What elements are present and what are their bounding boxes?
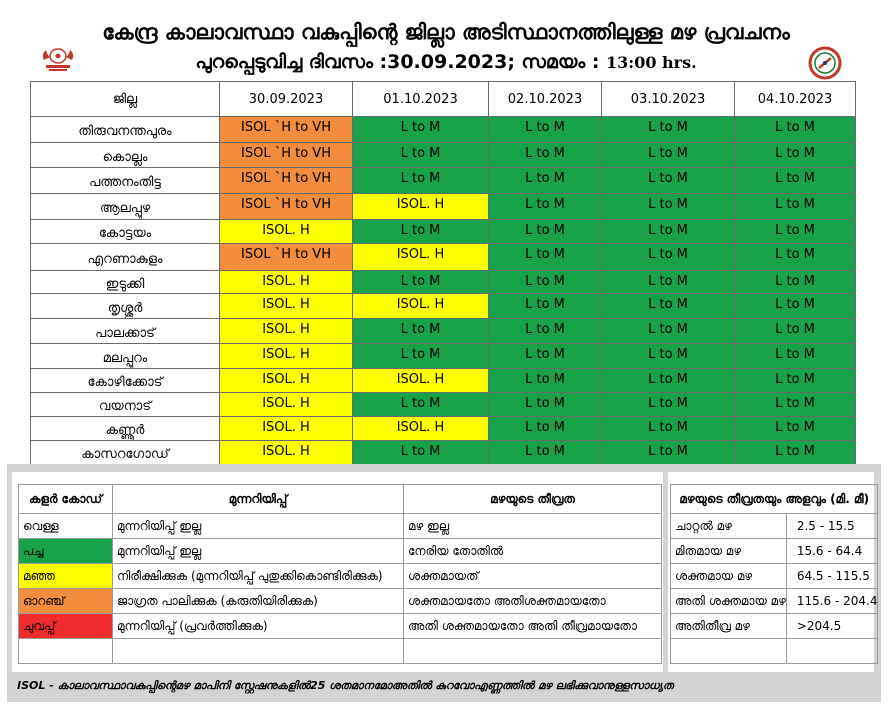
rain-category: അതിതീവ്ര മഴ xyxy=(671,614,787,639)
forecast-cell: L to M xyxy=(489,369,602,393)
forecast-cell: ISOL. H xyxy=(353,369,489,393)
legend-header-row xyxy=(19,485,662,514)
legend-row xyxy=(19,539,662,564)
district-name: തൃശ്ശൂർ xyxy=(31,294,220,319)
rain-range: 2.5 - 15.5 xyxy=(786,514,878,539)
warning-text: നിരീക്ഷിക്കുക (മുന്നറിയിപ്പ് പുതുക്കികൊണ്ടിരിക്കുക) xyxy=(113,564,404,589)
date-column-header: 04.10.2023 xyxy=(735,82,856,117)
forecast-cell: L to M xyxy=(489,194,602,220)
forecast-cell: L to M xyxy=(602,393,735,417)
forecast-cell: L to M xyxy=(602,344,735,369)
forecast-cell: L to M xyxy=(602,220,735,244)
forecast-cell: L to M xyxy=(489,168,602,194)
forecast-cell: ISOL. H xyxy=(220,369,353,393)
intensity-scale-row xyxy=(671,589,878,614)
legend-row xyxy=(19,614,662,639)
forecast-cell: L to M xyxy=(602,271,735,294)
forecast-cell: L to M xyxy=(489,441,602,465)
forecast-cell: ISOL. H xyxy=(353,294,489,319)
legend-row xyxy=(19,564,662,589)
forecast-table xyxy=(30,81,856,465)
forecast-cell: L to M xyxy=(353,344,489,369)
forecast-cell: ISOL `H to VH xyxy=(220,244,353,271)
forecast-cell: L to M xyxy=(602,441,735,465)
warning-text: മുന്നറിയിപ്പ് ഇല്ല xyxy=(113,514,404,539)
forecast-row xyxy=(31,319,856,344)
forecast-cell: L to M xyxy=(489,143,602,168)
page-title: കേന്ദ്ര കാലാവസ്ഥാ വകുപ്പിന്റെ ജില്ലാ അടിസ്ഥാനത്തിലുള്ള മഴ പ്രവചനം xyxy=(102,20,790,44)
forecast-cell: L to M xyxy=(353,117,489,143)
rain-range: 15.6 - 64.4 xyxy=(786,539,878,564)
forecast-cell: L to M xyxy=(489,344,602,369)
intensity-header: മഴയുടെ തീവ്രത xyxy=(404,485,662,514)
rain-range: 64.5 - 115.5 xyxy=(786,564,878,589)
color-name: പച്ച xyxy=(19,539,113,564)
forecast-cell: ISOL. H xyxy=(220,393,353,417)
intensity-text: ശക്തമായത് xyxy=(404,564,662,589)
rain-category: ചാറ്റൽ മഴ xyxy=(671,514,787,539)
forecast-row xyxy=(31,220,856,244)
forecast-cell: L to M xyxy=(602,117,735,143)
district-name: എറണാകുളം xyxy=(31,244,220,271)
legend-row xyxy=(19,514,662,539)
color-name: വെള്ള xyxy=(19,514,113,539)
forecast-cell: L to M xyxy=(353,143,489,168)
forecast-cell: L to M xyxy=(489,417,602,441)
intensity-scale-header: മഴയുടെ തീവ്രതയും അളവും (മി. മീ) xyxy=(671,485,878,514)
forecast-header-row xyxy=(31,82,856,117)
intensity-scale-legend xyxy=(668,472,878,672)
district-name: വയനാട് xyxy=(31,393,220,417)
rain-category: ശക്തമായ മഴ xyxy=(671,564,787,589)
warning-text: ജാഗ്രത പാലിക്കുക (കരുതിയിരിക്കുക) xyxy=(113,589,404,614)
forecast-cell: ISOL `H to VH xyxy=(220,168,353,194)
color-name: ഓറഞ്ച് xyxy=(19,589,113,614)
color-code-header: കളർ കോഡ് xyxy=(19,485,113,514)
district-name: കാസറഗോഡ് xyxy=(31,441,220,465)
forecast-cell: L to M xyxy=(489,319,602,344)
forecast-cell: ISOL. H xyxy=(220,294,353,319)
forecast-cell: L to M xyxy=(735,441,856,465)
intensity-scale-row xyxy=(671,614,878,639)
forecast-cell: L to M xyxy=(735,319,856,344)
forecast-cell: L to M xyxy=(735,294,856,319)
forecast-cell: L to M xyxy=(602,369,735,393)
forecast-row xyxy=(31,441,856,465)
rain-range: 115.6 - 204.4 xyxy=(786,589,878,614)
district-name: കോഴിക്കോട് xyxy=(31,369,220,393)
imd-logo-icon xyxy=(808,46,842,80)
forecast-row xyxy=(31,271,856,294)
date-column-header: 03.10.2023 xyxy=(602,82,735,117)
forecast-cell: L to M xyxy=(353,271,489,294)
forecast-cell: ISOL. H xyxy=(220,441,353,465)
forecast-cell: L to M xyxy=(489,220,602,244)
forecast-row xyxy=(31,168,856,194)
forecast-cell: L to M xyxy=(735,117,856,143)
forecast-cell: L to M xyxy=(489,294,602,319)
district-name: തിരുവനന്തപുരം xyxy=(31,117,220,143)
forecast-cell: ISOL. H xyxy=(220,417,353,441)
date-column-header: 01.10.2023 xyxy=(353,82,489,117)
empty-cell xyxy=(786,639,878,664)
forecast-cell: ISOL. H xyxy=(220,319,353,344)
color-code-table xyxy=(18,484,662,664)
forecast-row xyxy=(31,393,856,417)
intensity-text: ശക്തമായതോ അതിശക്തമായതോ xyxy=(404,589,662,614)
color-code-legend xyxy=(12,472,663,672)
forecast-cell: ISOL `H to VH xyxy=(220,194,353,220)
forecast-cell: L to M xyxy=(735,393,856,417)
forecast-cell: L to M xyxy=(353,441,489,465)
forecast-cell: L to M xyxy=(735,220,856,244)
forecast-row xyxy=(31,143,856,168)
forecast-cell: L to M xyxy=(602,168,735,194)
forecast-cell: L to M xyxy=(353,220,489,244)
intensity-scale-row xyxy=(671,564,878,589)
empty-cell xyxy=(113,639,404,664)
forecast-cell: L to M xyxy=(735,194,856,220)
intensity-text: നേരിയ തോതിൽ xyxy=(404,539,662,564)
forecast-cell: L to M xyxy=(735,168,856,194)
forecast-cell: L to M xyxy=(735,244,856,271)
forecast-cell: L to M xyxy=(489,393,602,417)
warning-text: മുന്നറിയിപ്പ് ഇല്ല xyxy=(113,539,404,564)
forecast-row xyxy=(31,369,856,393)
intensity-text: മഴ ഇല്ല xyxy=(404,514,662,539)
issued-label: പുറപ്പെടുവിച്ച ദിവസം :30.09.2023; സമയം : xyxy=(195,51,607,73)
forecast-cell: L to M xyxy=(353,319,489,344)
empty-cell xyxy=(671,639,787,664)
legend-empty-row xyxy=(19,639,662,664)
forecast-cell: ISOL `H to VH xyxy=(220,143,353,168)
intensity-scale-row xyxy=(671,539,878,564)
forecast-cell: ISOL. H xyxy=(220,271,353,294)
forecast-cell: ISOL. H xyxy=(220,220,353,244)
date-column-header: 02.10.2023 xyxy=(489,82,602,117)
forecast-cell: ISOL. H xyxy=(220,344,353,369)
forecast-cell: L to M xyxy=(353,168,489,194)
district-name: ആലപ്പുഴ xyxy=(31,194,220,220)
forecast-row xyxy=(31,294,856,319)
intensity-empty-row xyxy=(671,639,878,664)
forecast-cell: L to M xyxy=(602,319,735,344)
district-name: കൊല്ലം xyxy=(31,143,220,168)
forecast-cell: ISOL `H to VH xyxy=(220,117,353,143)
warning-header: മുന്നറിയിപ്പ് xyxy=(113,485,404,514)
kerala-emblem-icon xyxy=(38,44,78,74)
district-name: ഇടുക്കി xyxy=(31,271,220,294)
intensity-text: അതി ശക്തമായതോ അതി തീവ്രമായതോ xyxy=(404,614,662,639)
district-name: പത്തനംതിട്ട xyxy=(31,168,220,194)
forecast-cell: L to M xyxy=(602,143,735,168)
legend-row xyxy=(19,589,662,614)
rain-range: >204.5 xyxy=(786,614,878,639)
forecast-cell: L to M xyxy=(489,117,602,143)
forecast-cell: ISOL. H xyxy=(353,244,489,271)
issued-time: 13:00 hrs. xyxy=(606,53,697,72)
empty-cell xyxy=(404,639,662,664)
intensity-scale-header-row xyxy=(671,485,878,514)
forecast-cell: L to M xyxy=(602,244,735,271)
forecast-cell: L to M xyxy=(735,417,856,441)
rain-category: അതി ശക്തമായ മഴ xyxy=(671,589,787,614)
forecast-cell: L to M xyxy=(602,294,735,319)
date-column-header: 30.09.2023 xyxy=(220,82,353,117)
district-name: പാലക്കാട് xyxy=(31,319,220,344)
warning-text: മുന്നറിയിപ്പ് (പ്രവർത്തിക്കുക) xyxy=(113,614,404,639)
forecast-cell: L to M xyxy=(353,393,489,417)
forecast-cell: L to M xyxy=(489,271,602,294)
color-name: ചുവപ്പ് xyxy=(19,614,113,639)
forecast-row xyxy=(31,417,856,441)
intensity-scale-table xyxy=(670,484,878,664)
forecast-row xyxy=(31,194,856,220)
forecast-cell: ISOL. H xyxy=(353,417,489,441)
district-name: കണ്ണൂർ xyxy=(31,417,220,441)
forecast-cell: L to M xyxy=(602,194,735,220)
forecast-cell: L to M xyxy=(735,369,856,393)
forecast-cell: L to M xyxy=(735,143,856,168)
forecast-cell: ISOL. H xyxy=(353,194,489,220)
forecast-cell: L to M xyxy=(735,271,856,294)
district-column-header: ജില്ല xyxy=(31,82,220,117)
district-name: കോട്ടയം xyxy=(31,220,220,244)
forecast-row xyxy=(31,117,856,143)
issued-date-time xyxy=(0,48,892,77)
rain-category: മിതമായ മഴ xyxy=(671,539,787,564)
empty-cell xyxy=(19,639,113,664)
forecast-row xyxy=(31,244,856,271)
forecast-cell: L to M xyxy=(735,344,856,369)
intensity-scale-row xyxy=(671,514,878,539)
district-name: മലപ്പുറം xyxy=(31,344,220,369)
forecast-cell: L to M xyxy=(602,417,735,441)
isol-footnote: ISOL - കാലാവസ്ഥാവകുപ്പിന്റെമഴ മാപിനി സ്റ്റേഷനുകളിൽ25 ശതമാനമോഅതിൽ കുറവോഎണ്ണത്തിൽ മഴ ലഭിക്കുവാനുള്ളസാധ്യത xyxy=(17,679,674,692)
forecast-cell: L to M xyxy=(489,244,602,271)
forecast-row xyxy=(31,344,856,369)
color-name: മഞ്ഞ xyxy=(19,564,113,589)
legend-section xyxy=(7,464,881,702)
